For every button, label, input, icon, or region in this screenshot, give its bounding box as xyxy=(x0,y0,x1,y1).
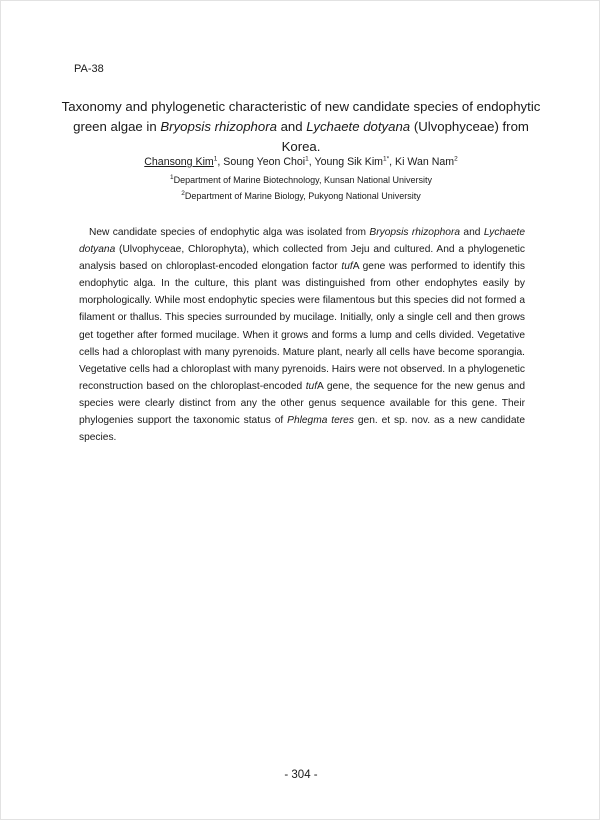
abstract-text: gen. et sp. nov. as a new candidate species. xyxy=(79,415,526,444)
paper-title xyxy=(61,97,541,157)
author: , Young Sik Kim xyxy=(308,156,383,168)
abstract-code: PA-38 xyxy=(74,63,104,75)
affiliation-2 xyxy=(61,190,541,202)
affiliation-text: Department of Marine Biotechnology, Kunsan National University xyxy=(173,175,433,185)
abstract-text: New candidate species of endophytic alga was isolated from xyxy=(89,227,370,238)
gene-name: tuf xyxy=(341,261,353,273)
author-affiliation-sup: 1 xyxy=(305,155,309,163)
title-text: and xyxy=(276,119,307,134)
species-name: Phlegma teres xyxy=(287,415,354,427)
author-affiliation-sup: 1* xyxy=(383,155,390,163)
title-text: Taxonomy and phylogenetic characteristic of new candidate species of endophytic green algae in xyxy=(61,99,541,134)
affiliation-sup: 2 xyxy=(181,190,185,197)
author-list xyxy=(61,155,541,169)
title-species-2: Lychaete dotyana xyxy=(306,119,411,134)
author-affiliation-sup: 2 xyxy=(454,155,458,163)
affiliation-text: Department of Marine Biology, Pukyong National University xyxy=(184,191,421,201)
affiliation-1 xyxy=(61,174,541,186)
abstract-text: (Ulvophyceae, Chlorophyta), which collected from Jeju and cultured. And a phylogenetic analysis based on chloroplast-encoded elongation factor xyxy=(79,244,525,273)
author: , Ki Wan Nam xyxy=(389,156,455,168)
abstract-body xyxy=(79,224,525,446)
abstract-text: A gene, the sequence for the new genus and species were clearly distinct from any the other genus sequence available for this gene. Their phylogenies support the taxonomic status of xyxy=(79,380,525,427)
author: , Soung Yeon Choi xyxy=(217,156,306,168)
title-species-1: Bryopsis rhizophora xyxy=(160,119,277,134)
title-text: (Ulvophyceae) from Korea. xyxy=(281,119,529,154)
species-name: Lychaete dotyana xyxy=(79,227,525,256)
gene-name: tuf xyxy=(305,380,318,392)
affiliation-sup: 1 xyxy=(169,174,174,181)
abstract-text: and xyxy=(460,227,484,238)
species-name: Bryopsis rhizophora xyxy=(369,227,461,238)
abstract-text: A gene was performed to identify this endophytic alga. In the culture, this plant was distinguished from other endophytes easily by morphologically. While most endophytic species were filamentous but this species did not formed a filament or thallus. This species surrounded by mucilage. Initially, only a single cell and then grows get together after formed mucilage. When it grows and forms a lump and cells divided. Vegetative cells had a chloroplast with many pyrenoids. Mature plant, nearly all cells have become sporangia. Vegetative cells had a chloroplast with many pyrenoids. Hairs were not observed. In a phylogenetic reconstruction based on the chloroplast-encoded xyxy=(79,261,525,392)
presenting-author: Chansong Kim xyxy=(144,156,214,168)
page-number: - 304 - xyxy=(284,769,318,781)
author-affiliation-sup: 1 xyxy=(213,155,218,163)
